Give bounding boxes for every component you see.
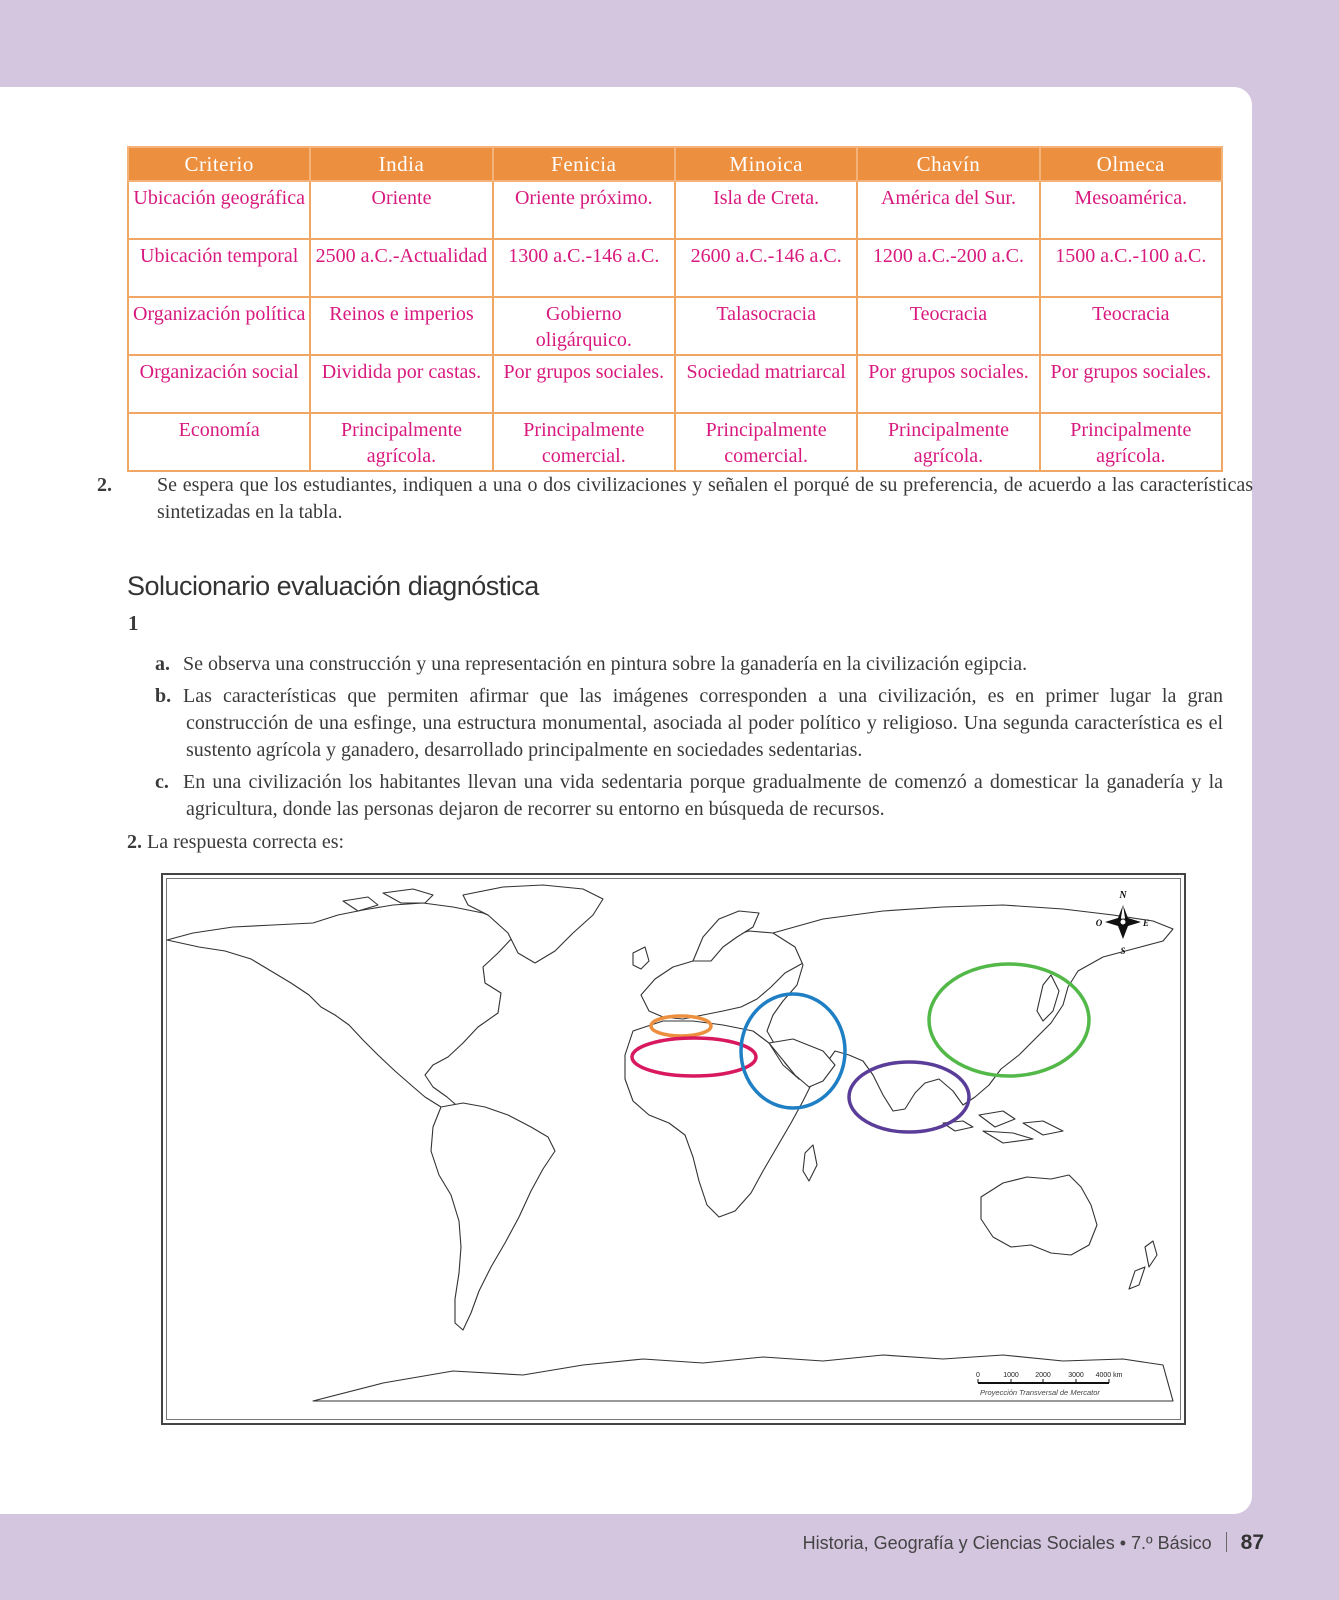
scale-label-0: 0 bbox=[976, 1372, 980, 1379]
answer-text: En una civilización los habitantes llevan una vida sedentaria porque gradualmente de comenzó a domesticar la ganadería y la agricultura, donde las personas dejaron de recorrer su entorno en búsqueda de recursos. bbox=[183, 771, 1223, 820]
table-cell: Principalmente comercial. bbox=[675, 413, 857, 471]
table-cell: Economía bbox=[128, 413, 310, 471]
header-chavin: Chavín bbox=[857, 147, 1039, 181]
table-cell: Organización social bbox=[128, 355, 310, 413]
compass-n: N bbox=[1119, 890, 1127, 901]
scale-label-1000: 1000 bbox=[1003, 1372, 1019, 1379]
table-row bbox=[128, 297, 1222, 355]
world-map bbox=[161, 873, 1186, 1425]
table-cell: Principalmente agrícola. bbox=[857, 413, 1039, 471]
table-row bbox=[128, 239, 1222, 297]
header-olmeca: Olmeca bbox=[1040, 147, 1222, 181]
header-india: India bbox=[310, 147, 492, 181]
table-cell: Gobierno oligárquico. bbox=[493, 297, 675, 355]
table-cell: Teocracia bbox=[1040, 297, 1222, 355]
note-number: 2. bbox=[97, 474, 112, 496]
table-cell: Ubicación temporal bbox=[128, 239, 310, 297]
world-map-drawing bbox=[163, 875, 1184, 1423]
footer-divider bbox=[1226, 1532, 1227, 1552]
answer-b bbox=[155, 683, 1223, 764]
table-cell: América del Sur. bbox=[857, 181, 1039, 239]
table-cell: Principalmente comercial. bbox=[493, 413, 675, 471]
projection-label: Proyección Transversal de Mercator bbox=[980, 1388, 1100, 1397]
answer-letter: b. bbox=[155, 685, 172, 707]
table-cell: Por grupos sociales. bbox=[1040, 355, 1222, 413]
answer-text: Se observa una construcción y una representación en pintura sobre la ganadería en la civilización egipcia. bbox=[183, 653, 1028, 675]
answer-c bbox=[155, 769, 1223, 823]
question-2 bbox=[127, 831, 344, 854]
table-row bbox=[128, 413, 1222, 471]
table-cell: Por grupos sociales. bbox=[493, 355, 675, 413]
section-title: Solucionario evaluación diagnóstica bbox=[127, 571, 539, 601]
table-cell: 1500 a.C.-100 a.C. bbox=[1040, 239, 1222, 297]
table-cell: Oriente próximo. bbox=[493, 181, 675, 239]
note-text: Se espera que los estudiantes, indiquen a una o dos civilizaciones y señalen el porqué de su preferencia, de acuerdo a las características sintetizadas en la tabla. bbox=[157, 474, 1253, 523]
header-fenicia: Fenicia bbox=[493, 147, 675, 181]
table-cell: 2500 a.C.-Actualidad bbox=[310, 239, 492, 297]
answer-letter: a. bbox=[155, 653, 170, 675]
table-header-row bbox=[128, 147, 1222, 181]
table-cell: 2600 a.C.-146 a.C. bbox=[675, 239, 857, 297]
table-cell: Teocracia bbox=[857, 297, 1039, 355]
scale-label-2000: 2000 bbox=[1035, 1372, 1051, 1379]
australia-landmass bbox=[981, 1175, 1097, 1255]
table-cell: 1300 a.C.-146 a.C. bbox=[493, 239, 675, 297]
table-row bbox=[128, 355, 1222, 413]
table-cell: Principalmente agrícola. bbox=[310, 413, 492, 471]
scale-label-3000: 3000 bbox=[1068, 1372, 1084, 1379]
table-cell: Sociedad matriarcal bbox=[675, 355, 857, 413]
table-row bbox=[128, 181, 1222, 239]
page-footer bbox=[803, 1531, 1264, 1555]
question-1-number: 1 bbox=[128, 611, 139, 635]
header-minoica: Minoica bbox=[675, 147, 857, 181]
table-cell: Isla de Creta. bbox=[675, 181, 857, 239]
table-cell: Dividida por castas. bbox=[310, 355, 492, 413]
table-cell: Mesoamérica. bbox=[1040, 181, 1222, 239]
scale-label-4000: 4000 km bbox=[1095, 1372, 1123, 1379]
question-2-text: La respuesta correcta es: bbox=[147, 831, 345, 853]
table-cell: Organización política bbox=[128, 297, 310, 355]
note-2 bbox=[97, 472, 1253, 526]
answer-a bbox=[155, 651, 1223, 678]
answer-text: Las características que permiten afirmar que las imágenes corresponden a una civilización, es en primer lugar la gran construcción de una esfinge, una estructura monumental, asociada al poder político y religioso. Una segunda característica es el sustento agrícola y ganadero, desarrollado principalmente en sociedades sedentarias. bbox=[183, 685, 1223, 761]
header-criterio: Criterio bbox=[128, 147, 310, 181]
table-cell: Oriente bbox=[310, 181, 492, 239]
answer-letter: c. bbox=[155, 771, 169, 793]
south-america-landmass bbox=[431, 1103, 555, 1330]
footer-text: Historia, Geografía y Ciencias Sociales • 7.º Básico bbox=[802, 1533, 1212, 1553]
north-america-landmass bbox=[167, 903, 513, 1117]
compass-e: E bbox=[1142, 918, 1150, 928]
table-cell: Principalmente agrícola. bbox=[1040, 413, 1222, 471]
civilizations-table bbox=[127, 146, 1223, 472]
table-cell: Por grupos sociales. bbox=[857, 355, 1039, 413]
page-number: 87 bbox=[1240, 1531, 1264, 1554]
compass-o: O bbox=[1095, 918, 1103, 928]
table-cell: 1200 a.C.-200 a.C. bbox=[857, 239, 1039, 297]
table-cell: Reinos e imperios bbox=[310, 297, 492, 355]
compass-s: S bbox=[1120, 946, 1126, 956]
question-2-number: 2. bbox=[127, 831, 142, 853]
table-cell: Talasocracia bbox=[675, 297, 857, 355]
answers-list bbox=[155, 651, 1223, 828]
table-cell: Ubicación geográfica bbox=[128, 181, 310, 239]
